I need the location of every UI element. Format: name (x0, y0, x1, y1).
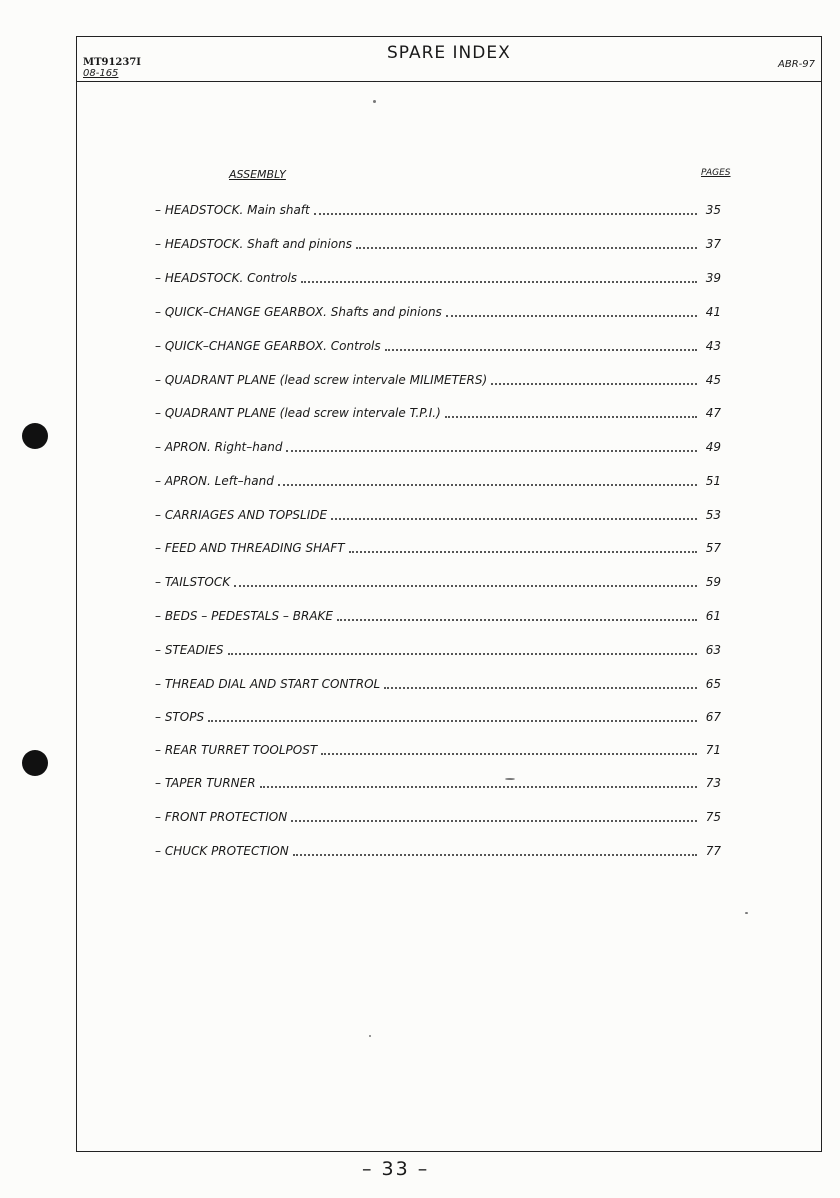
dot-leader (337, 607, 697, 621)
dot-leader (321, 741, 697, 755)
index-entry (155, 199, 721, 217)
dot-leader (384, 675, 697, 689)
index-entry (155, 537, 721, 555)
dot-leader (446, 303, 697, 317)
entry-label: – CHUCK PROTECTION (155, 844, 289, 858)
entry-page: 43 (705, 339, 721, 353)
dot-leader (491, 371, 697, 385)
index-entry (155, 571, 721, 589)
entry-label: – QUICK–CHANGE GEARBOX. Controls (155, 339, 381, 353)
page-number: – 33 – (362, 1158, 430, 1180)
assembly-column-header: ASSEMBLY (229, 168, 286, 181)
index-entry (155, 436, 721, 454)
entry-label: – HEADSTOCK. Controls (155, 271, 298, 285)
dot-leader (286, 438, 697, 452)
dot-leader (349, 539, 697, 553)
entry-label: – BEDS – PEDESTALS – BRAKE (155, 609, 333, 623)
index-entry (155, 739, 721, 757)
entry-page: 57 (705, 541, 721, 555)
entry-label: – STEADIES (155, 643, 224, 657)
header-divider (77, 81, 821, 82)
index-entry (155, 233, 721, 251)
page-title: SPARE INDEX (387, 43, 511, 63)
index-entry (155, 369, 721, 387)
dot-leader (208, 708, 697, 722)
dot-leader (291, 808, 697, 822)
dot-leader (228, 641, 697, 655)
entry-label: – HEADSTOCK. Shaft and pinions (155, 237, 352, 251)
index-entry (155, 840, 721, 858)
index-entry (155, 673, 721, 691)
entry-page: 71 (705, 743, 721, 757)
entry-page: 73 (705, 776, 721, 790)
scan-speck (369, 1035, 371, 1037)
entry-page: 67 (705, 710, 721, 724)
entry-label: – THREAD DIAL AND START CONTROL (155, 677, 381, 691)
index-entry (155, 772, 721, 790)
entry-label: – FRONT PROTECTION (155, 810, 288, 824)
document-reference: ABR-97 (778, 59, 815, 70)
entry-page: 75 (705, 810, 721, 824)
scan-speck (373, 100, 376, 103)
document-subcode: 08-165 (83, 68, 119, 79)
entry-page: 37 (705, 237, 721, 251)
entry-label: – HEADSTOCK. Main shaft (155, 203, 310, 217)
entry-page: 53 (705, 508, 721, 522)
index-entry (155, 706, 721, 724)
entry-label: – TAPER TURNER (155, 776, 256, 790)
entry-label: – APRON. Left–hand (155, 474, 274, 488)
dot-leader (356, 235, 697, 249)
dot-leader (260, 774, 697, 788)
index-entry (155, 335, 721, 353)
entry-page: 51 (705, 474, 721, 488)
index-entry (155, 470, 721, 488)
index-entry (155, 402, 721, 420)
entry-page: 49 (705, 440, 721, 454)
index-entry (155, 605, 721, 623)
dot-leader (314, 201, 697, 215)
entry-label: – FEED AND THREADING SHAFT (155, 541, 345, 555)
entry-page: 39 (705, 271, 721, 285)
document-code: MT91237I (83, 57, 141, 68)
punch-hole-upper (22, 423, 48, 449)
entry-page: 63 (705, 643, 721, 657)
entry-label: – APRON. Right–hand (155, 440, 283, 454)
dot-leader (234, 573, 697, 587)
document-frame (76, 36, 822, 1152)
index-entry (155, 504, 721, 522)
entry-label: – QUADRANT PLANE (lead screw intervale T.P.I.) (155, 406, 441, 420)
scan-speck (745, 912, 748, 914)
dot-leader (293, 842, 697, 856)
entry-page: 59 (705, 575, 721, 589)
dot-leader (301, 269, 697, 283)
entry-page: 35 (705, 203, 721, 217)
entry-label: – REAR TURRET TOOLPOST (155, 743, 318, 757)
index-entry (155, 267, 721, 285)
entry-label: – STOPS (155, 710, 205, 724)
dot-leader (278, 472, 697, 486)
entry-page: 41 (705, 305, 721, 319)
entry-page: 65 (705, 677, 721, 691)
entry-label: – CARRIAGES AND TOPSLIDE (155, 508, 328, 522)
entry-page: 47 (705, 406, 721, 420)
entry-label: – QUADRANT PLANE (lead screw intervale MILIMETERS) (155, 373, 488, 387)
entry-label: – QUICK–CHANGE GEARBOX. Shafts and pinions (155, 305, 442, 319)
dot-leader (445, 404, 697, 418)
index-entry (155, 806, 721, 824)
index-entry (155, 301, 721, 319)
scan-speck (505, 778, 515, 780)
index-entry (155, 639, 721, 657)
entry-page: 77 (705, 844, 721, 858)
pages-column-header: PAGES (701, 168, 731, 178)
entry-page: 61 (705, 609, 721, 623)
punch-hole-lower (22, 750, 48, 776)
entry-label: – TAILSTOCK (155, 575, 231, 589)
entry-page: 45 (705, 373, 721, 387)
dot-leader (385, 337, 697, 351)
dot-leader (331, 506, 697, 520)
